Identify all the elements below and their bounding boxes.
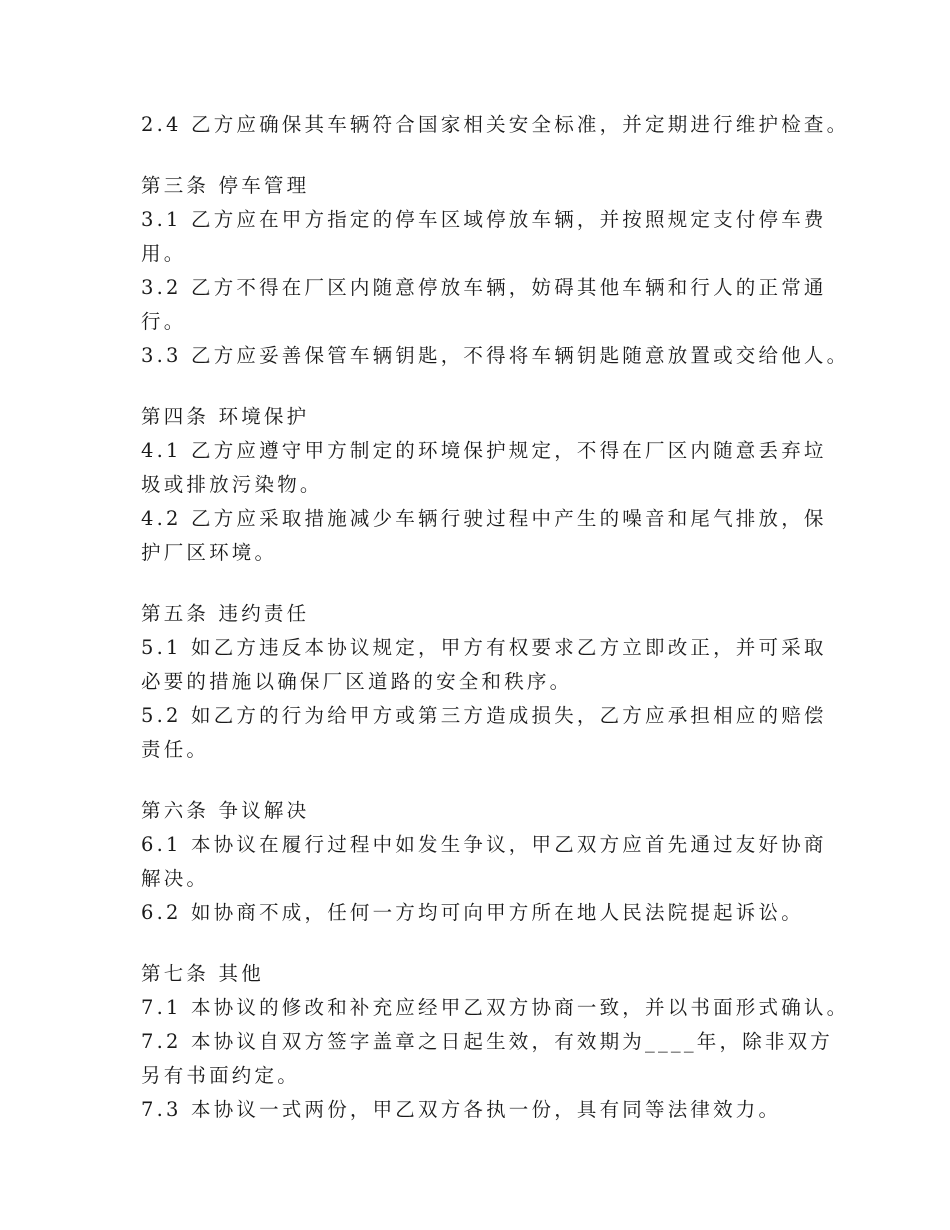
clause-6-2: 6.2 如协商不成，任何一方均可向甲方所在地人民法院提起诉讼。 [141,901,804,924]
clause-5-2-line-2: 责任。 [141,738,210,761]
clause-4-1-line-1: 4.1 乙方应遵守甲方制定的环境保护规定，不得在厂区内随意丢弃垃 [141,439,827,462]
article-5-heading: 第五条 违约责任 [141,602,310,625]
clause-6-1-line-2: 解决。 [141,867,210,890]
clause-5-2-line-1: 5.2 如乙方的行为给甲方或第三方造成损失，乙方应承担相应的赔偿 [141,704,827,727]
clause-7-1: 7.1 本协议的修改和补充应经甲乙双方协商一致，并以书面形式确认。 [141,996,850,1019]
clause-3-2-line-1: 3.2 乙方不得在厂区内随意停放车辆，妨碍其他车辆和行人的正常通 [141,276,827,299]
paragraph-gap [141,142,841,169]
clause-6-1-line-1: 6.1 本协议在履行过程中如发生争议，甲乙双方应首先通过友好协商 [141,833,827,856]
clause-3-2-line-2: 行。 [141,310,187,333]
clause-3-1-line-1: 3.1 乙方应在甲方指定的停车区域停放车辆，并按照规定支付停车费 [141,208,827,231]
clause-4-1-line-2: 圾或排放污染物。 [141,473,323,496]
clause-2-4: 2.4 乙方应确保其车辆符合国家相关安全标准，并定期进行维护检查。 [141,113,850,136]
paragraph-gap [141,767,841,794]
clause-5-1-line-1: 5.1 如乙方违反本协议规定，甲方有权要求乙方立即改正，并可采取 [141,636,827,659]
paragraph-gap [141,930,841,957]
paragraph-gap [141,373,841,400]
clause-7-2-line-1: 7.2 本协议自双方签字盖章之日起生效，有效期为____年，除非双方 [141,1030,834,1053]
clause-4-2-line-1: 4.2 乙方应采取措施减少车辆行驶过程中产生的噪音和尾气排放，保 [141,507,827,530]
clause-3-3: 3.3 乙方应妥善保管车辆钥匙，不得将车辆钥匙随意放置或交给他人。 [141,344,850,367]
article-6-heading: 第六条 争议解决 [141,799,310,822]
article-7-heading: 第七条 其他 [141,962,264,985]
paragraph-gap [141,570,841,597]
clause-7-3: 7.3 本协议一式两份，甲乙双方各执一份，具有同等法律效力。 [141,1098,782,1121]
clause-5-1-line-2: 必要的措施以确保厂区道路的安全和秩序。 [141,670,573,693]
document-page [141,108,850,1127]
clause-4-2-line-2: 护厂区环境。 [141,541,278,564]
clause-3-1-line-2: 用。 [141,242,187,265]
clause-7-2-line-2: 另有书面约定。 [141,1064,300,1087]
article-3-heading: 第三条 停车管理 [141,174,310,197]
article-4-heading: 第四条 环境保护 [141,405,310,428]
